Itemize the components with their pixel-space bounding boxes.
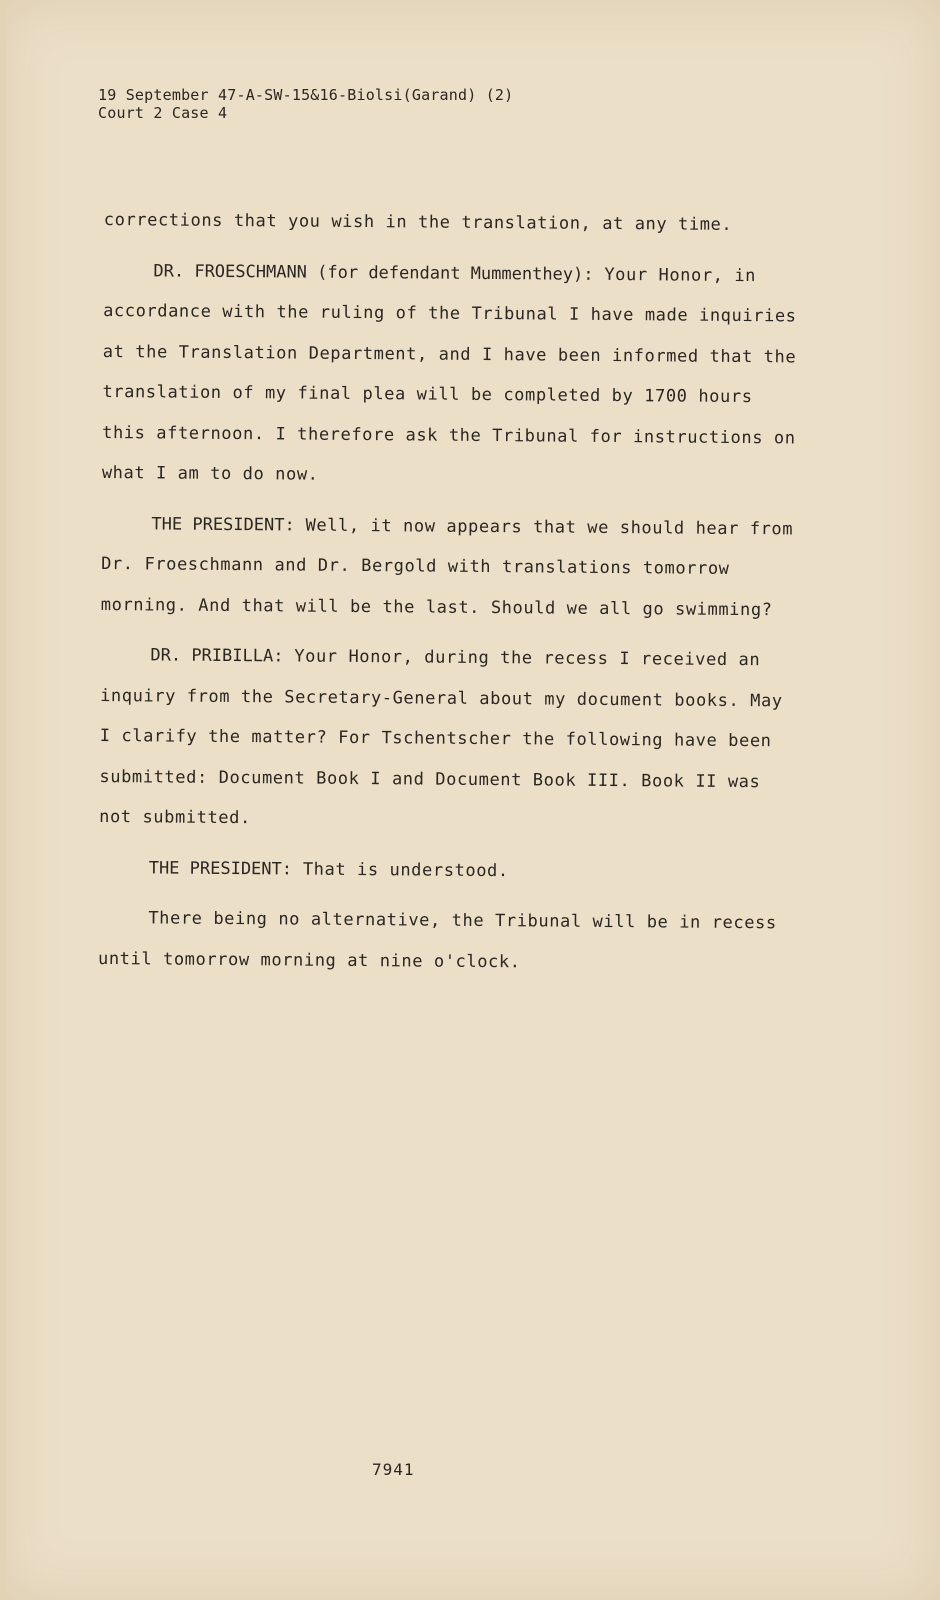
header-line-2: Court 2 Case 4: [98, 104, 228, 122]
paragraph-text: Your Honor, in accordance with the ruling of the Tribunal I have made inquiries at the Translation Department, and I have been informed that the translation of my final plea will be completed by 1700 hours this afternoon. I therefore ask the Tribunal for instructions on what I am to do now.: [101, 264, 797, 485]
speaker-label: THE PRESIDENT:: [148, 857, 293, 879]
document-header: [98, 86, 513, 122]
page-edge: [0, 0, 6, 1600]
speaker-label: DR. FROESCHMANN (for defendant Mummenthey):: [153, 260, 594, 285]
paragraph-president-2: [99, 847, 799, 893]
paragraph-text: Well, it now appears that we should hear from Dr. Froeschmann and Dr. Bergold with translations tomorrow morning. And that will be the last. Should we all go swimming?: [100, 515, 794, 620]
paragraph-pribilla: [99, 635, 801, 843]
page-number: 7941: [372, 1460, 415, 1479]
header-line-1: 19 September 47-A-SW-15&16-Biolsi(Garand) (2): [98, 86, 514, 104]
transcript-body: [98, 200, 804, 984]
paragraph-continuation: [104, 200, 804, 246]
paragraph-recess: [98, 898, 799, 984]
paragraph-froeschmann: [102, 250, 804, 498]
paragraph-text: There being no alternative, the Tribunal will be in recess until tomorrow morning at nine o'clock.: [97, 908, 777, 972]
paragraph-president-1: [101, 503, 802, 630]
paragraph-text: corrections that you wish in the translation, at any time.: [103, 209, 733, 235]
speaker-label: DR. PRIBILLA:: [150, 645, 284, 667]
paragraph-text: That is understood.: [291, 858, 509, 881]
paragraph-text: Your Honor, during the recess I received an inquiry from the Secretary-General about my document books. May I clarify the matter? For Tschentscher the following have been submitted: Document Book I and Document Book III. Book II was not submitted.: [99, 646, 783, 829]
speaker-label: THE PRESIDENT:: [151, 513, 295, 536]
